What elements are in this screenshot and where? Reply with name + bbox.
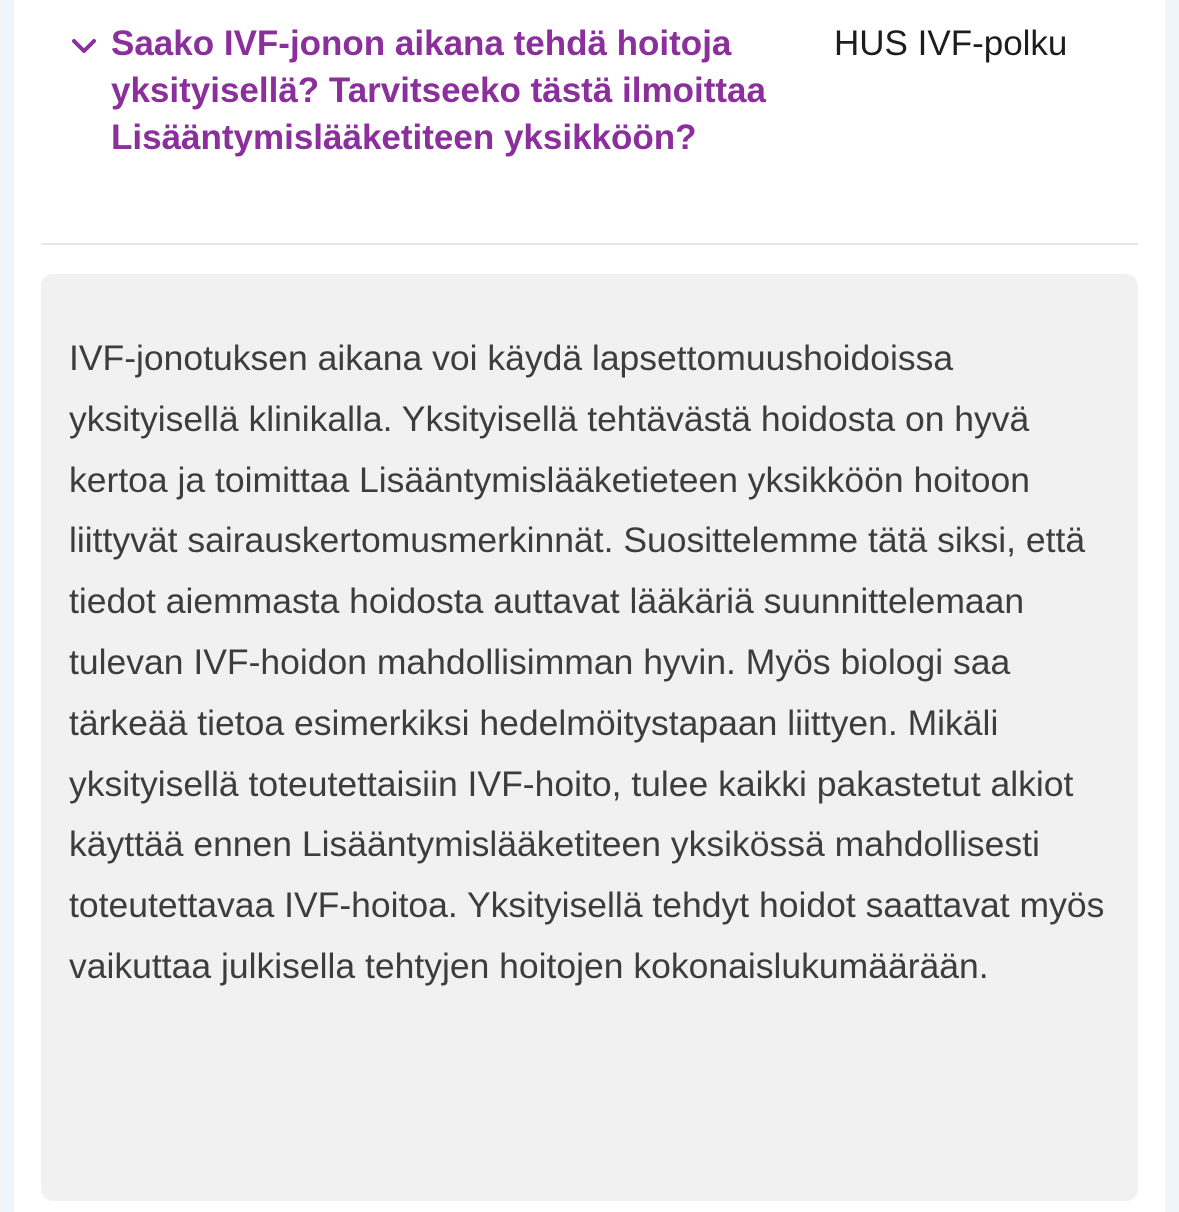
faq-question[interactable]: Saako IVF-jonon aikana tehdä hoitoja yksityisellä? Tarvitseeko tästä ilmoittaa Lisääntymislääketiteen yksikköön? xyxy=(111,24,766,157)
faq-source-label: HUS IVF-polku xyxy=(834,24,1068,63)
faq-answer-panel xyxy=(41,274,1138,1201)
faq-page xyxy=(14,0,1165,1212)
faq-item-toggle[interactable] xyxy=(14,0,1165,244)
faq-answer-text: IVF-jonotuksen aikana voi käydä lapsettomuushoidoissa yksityisellä klinikalla. Yksityisellä tehtävästä hoidosta on hyvä kertoa ja toimittaa Lisääntymislääketieteen yksikköön hoitoon liittyvät sairauskertomusmerkinnät. Suosittelemme tätä siksi, että tiedot aiemmasta hoidosta auttavat lääkäriä suunnittelemaan tulevan IVF-hoidon mahdollisimman hyvin. Myös biologi saa tärkeää tietoa esimerkiksi hedelmöitystapaan liittyen. Mikäli yksityisellä toteutettaisiin IVF-hoito, tulee kaikki pakastetut alkiot käyttää ennen Lisääntymislääketiteen yksikössä mahdollisesti toteutettavaa IVF-hoitoa. Yksityisellä tehdyt hoidot saattavat myös vaikuttaa julkisella tehtyjen hoitojen kokonaislukumäärään. xyxy=(69,338,1105,986)
chevron-down-icon[interactable] xyxy=(68,30,100,62)
divider xyxy=(41,243,1138,245)
